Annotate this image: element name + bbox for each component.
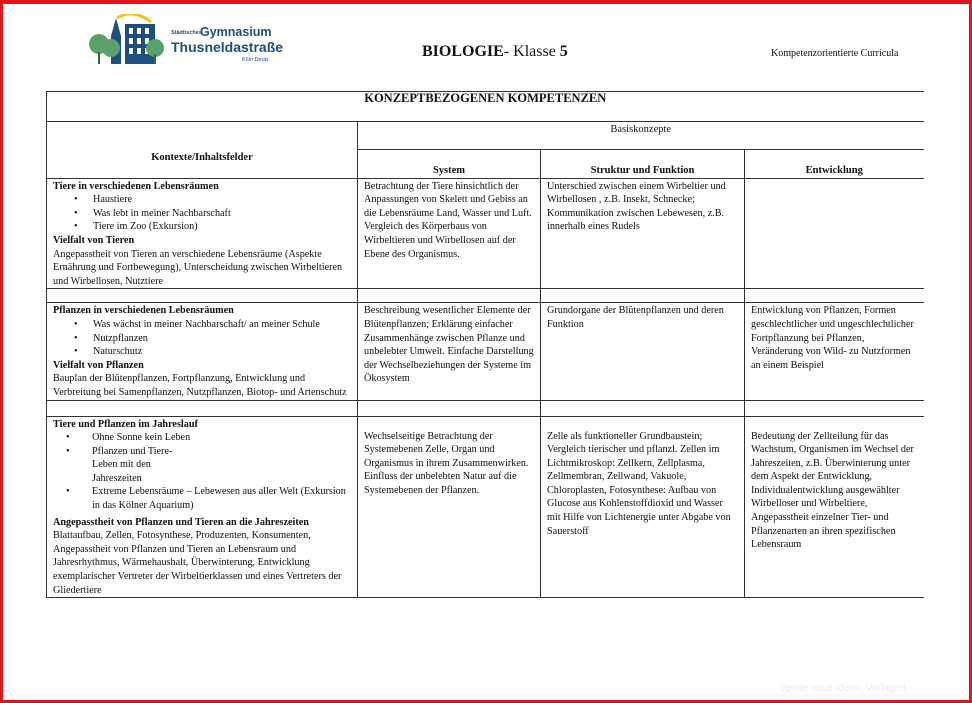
system-cell: Betrachtung der Tiere hinsichtlich der Anpassungen von Skelett und Gebiss an die Lebensräume Land, Wasser und Luft. Vergleich des Körperbaus von Wirbeltieren und Wirbellosen auf der Ebene des Organismus. [358, 178, 541, 289]
table-row [47, 178, 924, 289]
column-header-struktur: Struktur und Funktion [541, 150, 745, 179]
spacer-row [47, 289, 924, 303]
list-item: • Was lebt in meiner Nachbarschaft [93, 207, 353, 221]
list-item: • Pflanzen und Tiere- Leben mit den Jahreszeiten [92, 445, 353, 486]
logo-city: Köln Deutz [242, 57, 269, 63]
list-item: • Naturschutz [93, 345, 353, 359]
list-item: • Extreme Lebensräume – Lebewesen aus aller Welt (Exkursion in das Kölner Aquarium) [92, 485, 353, 512]
list-item: • Was wächst in meiner Nachbarschaft/ an meiner Schule [93, 318, 353, 332]
content-text: Angepasstheit von Tieren an verschiedene Lebensräume (Aspekte Ernährung und Fortbewegung), Unterscheidung zwischen Wirbeltieren und Wirbellosen, Nutztiere [53, 248, 343, 287]
contexts-header: Kontexte/Inhaltsfelder [47, 122, 358, 179]
list-item: • Tiere im Zoo (Exkursion) [93, 220, 353, 234]
column-header-system: System [358, 150, 541, 179]
basis-header: Basiskonzepte [358, 122, 924, 150]
class-label: - Klasse [503, 43, 556, 60]
competence-table [46, 91, 924, 598]
bullet-list [53, 318, 353, 359]
class-number: 5 [559, 43, 568, 60]
entwicklung-cell: Bedeutung der Zellteilung für das Wachstum, Organismen im Wechsel der Jahreszeiten, z.B. Überwinterung unter dem Aspekt der Entwicklung, Individualentwicklung ausgewählter Wirbelloser und Wirbeltiere, Angepasstheit einzelner Tier- und Pflanzenarten an ihren spezifischen Lebensraum [745, 416, 924, 598]
context-heading: Pflanzen in verschiedenen Lebensräumen [53, 305, 234, 317]
school-logo [89, 14, 289, 70]
content-text: Bauplan der Blütenpflanzen, Fortpflanzung, Entwicklung und Verbreitung bei Samenpflanzen, Nutzpflanzen, Biotop- und Artenschutz [53, 373, 347, 398]
curricula-label: Kompetenzorientierte Curricula [771, 48, 899, 59]
column-header-entwicklung: Entwicklung [745, 150, 924, 179]
struktur-cell: Zelle als funktioneller Grundbaustein; Vergleich tierischer und pflanzl. Zellen im Lichtmikroskop: Zellkern, Zellplasma, Zellmembran, Zellwand, Vakuole, Chloroplasten, Fotosynthese: Aufbau von Glucose aus Kohlenstoffdioxid und Wasser mit Hilfe von Lichtenergie unter Abgabe von Sauerstoff [541, 416, 745, 598]
struktur-cell: Grundorgane der Blütenpflanzen und deren Funktion [541, 303, 745, 400]
spacer-row [47, 400, 924, 416]
context-cell [47, 416, 358, 598]
table-row [47, 416, 924, 598]
list-item: • Nutzpflanzen [93, 332, 353, 346]
logo-small-text: Städtisches [171, 30, 202, 36]
watermark: Spiele neue Ideen, Vorlagen [780, 683, 906, 694]
list-item: • Haustiere [93, 193, 353, 207]
content-heading: Vielfalt von Pflanzen [53, 359, 144, 371]
list-item: • Ohne Sonne kein Leben [92, 431, 353, 445]
content-text: Blattaufbau, Zellen, Fotosynthese, Produzenten, Konsumenten, Angepasstheit von Pflanzen und Tieren an Lebensraum und Jahresrhythmus, Wärmehaushalt, Überwinterung, Entwicklung exemplarischer Vertreter der Wirbeltierklassen und eines Vertreters der Gliedertiere [53, 530, 342, 596]
struktur-cell: Unterschied zwischen einem Wirbeltier und Wirbellosen , z.B. Insekt, Schnecke; Kommunikation zwischen Lebewesen, z.B. innerhalb eines Rudels [541, 178, 745, 289]
entwicklung-cell: Entwicklung von Pflanzen, Formen geschlechtlicher und ungeschlechtlicher Fortpflanzung bei Pflanzen, Veränderung von Wild- zu Nutzformen an einem Beispiel [745, 303, 924, 400]
content-heading: Angepasstheit von Pflanzen und Tieren an die Jahreszeiten [53, 516, 309, 528]
bullet-list [53, 193, 353, 234]
document-title [422, 43, 568, 61]
system-cell: Beschreibung wesentlicher Elemente der Blütenpflanzen; Erklärung einfacher Zusammenhänge zwischen Pflanze und unbelebter Umwelt. Einfache Darstellung der Wechselbeziehungen der Systeme im Ökosystem [358, 303, 541, 400]
logo-name-line1: Gymnasium [200, 25, 272, 39]
context-heading: Tiere und Pflanzen im Jahreslauf [53, 418, 198, 430]
context-cell [47, 178, 358, 289]
table-row [47, 303, 924, 400]
subject-name: BIOLOGIE [422, 43, 504, 60]
content-heading: Vielfalt von Tieren [53, 234, 135, 246]
system-cell: Wechselseitige Betrachtung der Systemebenen Zelle, Organ und Organismus in ihrem Zusammenwirken. Einfluss der unbelebten Natur auf die Systemebenen der Pflanzen. [358, 416, 541, 598]
bullet-list [53, 431, 353, 513]
logo-name-line2: Thusneldastraße [171, 39, 284, 55]
school-building-icon [89, 14, 169, 68]
context-heading: Tiere in verschiedenen Lebensräumen [53, 180, 219, 192]
context-cell [47, 303, 358, 400]
table-title: KONZEPTBEZOGENEN KOMPETENZEN [47, 92, 924, 122]
entwicklung-cell [745, 178, 924, 289]
